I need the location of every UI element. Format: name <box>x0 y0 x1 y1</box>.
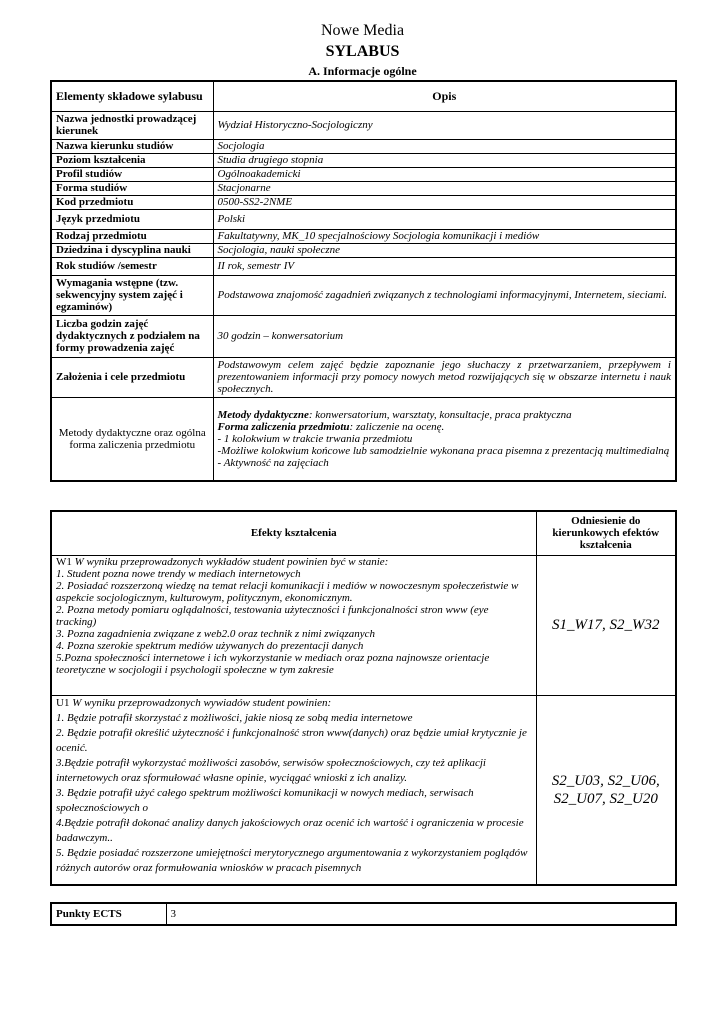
row-value: Fakultatywny, MK_10 specjalnościowy Socjologia komunikacji i mediów <box>213 229 676 243</box>
column-header: Odniesienie do kierunkowych efektów kształcenia <box>536 511 676 555</box>
table-row <box>51 209 676 229</box>
list-item: 2. Posiadać rozszerzoną wiedzę na temat relacji komunikacji i mediów w nowoczesnym społeczeństwie w aspekcie socjologicznym, kulturowym, politycznym, ekonomicznym. <box>56 579 519 604</box>
row-label: Liczba godzin zajęć dydaktycznych z podziałem na formy prowadzenia zajęć <box>51 315 213 357</box>
ects-value: 3 <box>166 903 676 925</box>
outcome-code: U1 <box>56 696 73 709</box>
row-label: Język przedmiotu <box>51 209 213 229</box>
row-label: Forma studiów <box>51 181 213 195</box>
table-row <box>51 111 676 139</box>
row-value: II rok, semestr IV <box>213 257 676 275</box>
row-label: Profil studiów <box>51 167 213 181</box>
list-item: 4. Pozna szerokie spektrum mediów używanych do prezentacji danych <box>56 639 364 652</box>
table-row <box>51 229 676 243</box>
learning-outcomes-table <box>50 510 677 886</box>
methods-label: Metody dydaktyczne <box>217 408 309 421</box>
row-label: Wymagania wstępne (tzw. sekwencyjny system zajęć i egzaminów) <box>51 275 213 315</box>
row-value: Socjologia, nauki społeczne <box>213 243 676 257</box>
table-row <box>51 695 676 885</box>
row-value: Studia drugiego stopnia <box>213 153 676 167</box>
table-row <box>51 315 676 357</box>
column-header: Elementy składowe sylabusu <box>51 81 213 111</box>
outcome-reference: S2_U03, S2_U06, S2_U07, S2_U20 <box>536 695 676 885</box>
table-row <box>51 903 676 925</box>
row-label: Metody dydaktyczne oraz ogólna forma zaliczenia przedmiotu <box>51 397 213 481</box>
table-row <box>51 167 676 181</box>
table-row <box>51 275 676 315</box>
outcome-intro: W wyniku przeprowadzonych wywiadów student powinien: <box>72 696 332 709</box>
row-value: Podstawowym celem zajęć będzie zapoznanie jego słuchaczy z przetwarzaniem, przepływem i prezentowaniem informacji przy pomocy nowych metod rozwijających się w obszarze internetu i nauk społecznych. <box>213 357 676 397</box>
table-header-row <box>51 511 676 555</box>
skills-outcomes-cell <box>51 695 536 885</box>
assessment-item: - Aktywność na zajęciach <box>217 456 329 469</box>
row-label: Nazwa kierunku studiów <box>51 139 213 153</box>
column-header: Opis <box>213 81 676 111</box>
list-item: 5. Będzie posiadać rozszerzone umiejętności merytorycznego argumentowania z wykorzystaniem poglądów różnych autorów oraz formułowania wniosków w pracach pisemnych <box>56 846 528 874</box>
row-label: Nazwa jednostki prowadzącej kierunek <box>51 111 213 139</box>
row-value: Polski <box>213 209 676 229</box>
row-value: Stacjonarne <box>213 181 676 195</box>
table-row <box>51 195 676 209</box>
list-item: 2. Będzie potrafił określić użyteczność i funkcjonalność stron www(danych) oraz będzie umiał krytycznie je ocenić. <box>56 726 527 754</box>
table-row <box>51 357 676 397</box>
outcome-intro: W wyniku przeprowadzonych wykładów student powinien być w stanie: <box>74 555 389 568</box>
general-info-table <box>50 80 677 482</box>
list-item: 3. Pozna zagadnienia związane z web2.0 oraz technik z nimi związanych <box>56 627 375 640</box>
column-header: Efekty kształcenia <box>51 511 536 555</box>
methods-text: : konwersatorium, warsztaty, konsultacje, praca praktyczna <box>308 408 572 421</box>
row-value: Ogólnoakademicki <box>213 167 676 181</box>
methods-cell <box>213 397 676 481</box>
knowledge-outcomes-cell <box>51 555 536 695</box>
table-row <box>51 555 676 695</box>
list-item: 4.Będzie potrafił dokonać analizy danych jakościowych oraz ocenić ich wartość i ograniczenia w procesie badawczym.. <box>56 816 524 844</box>
row-label: Poziom kształcenia <box>51 153 213 167</box>
ects-label: Punkty ECTS <box>51 903 166 925</box>
row-value: 30 godzin – konwersatorium <box>213 315 676 357</box>
list-item: 1. Będzie potrafił skorzystać z możliwości, jakie niosą ze sobą media internetowe <box>56 711 413 724</box>
row-value: Socjologia <box>213 139 676 153</box>
row-value: Wydział Historyczno-Socjologiczny <box>213 111 676 139</box>
row-label: Dziedzina i dyscyplina nauki <box>51 243 213 257</box>
table-row <box>51 257 676 275</box>
table-row <box>51 243 676 257</box>
table-row <box>51 153 676 167</box>
outcome-reference: S1_W17, S2_W32 <box>536 555 676 695</box>
assessment-text: : zaliczenie na ocenę. <box>349 420 445 433</box>
list-item: 1. Student pozna nowe trendy w mediach internetowych <box>56 567 301 580</box>
list-item: 3. Będzie potrafił użyć całego spektrum możliwości komunikacji w nowych mediach, serwisach społecznościowych o <box>56 786 474 814</box>
table-header-row <box>51 81 676 111</box>
table-row <box>51 181 676 195</box>
list-item: 5.Pozna społeczności internetowe i ich wykorzystanie w mediach oraz pozna najnowsze orientacje teoretyczne w socjologii i psychologii społeczne w tym zakresie <box>56 651 490 676</box>
table-row <box>51 139 676 153</box>
assessment-label: Forma zaliczenia przedmiotu <box>217 420 350 433</box>
list-item: 3.Będzie potrafił wykorzystać możliwości zasobów, serwisów społecznościowych, czy też aplikacji internetowych oraz sformułować własne opinie, wyciągać wnioski z ich analizy. <box>56 756 486 784</box>
row-label: Założenia i cele przedmiotu <box>51 357 213 397</box>
table-row <box>51 397 676 481</box>
course-title: Nowe Media <box>320 22 405 39</box>
row-value: 0500-SS2-2NME <box>213 195 676 209</box>
row-value: Podstawowa znajomość zagadnień związanych z technologiami informacyjnymi, Internetem, sieciami. <box>213 275 676 315</box>
assessment-item: - 1 kolokwium w trakcie trwania przedmiotu <box>217 432 413 445</box>
row-label: Rodzaj przedmiotu <box>51 229 213 243</box>
assessment-item: -Możliwe kolokwium końcowe lub samodzielnie wykonana praca pisemna z prezentacją multimedialną <box>217 444 670 457</box>
list-item: 2. Pozna metody pomiaru oglądalności, testowania użyteczności i funkcjonalności stron www (eye tracking) <box>56 603 489 628</box>
ects-table <box>50 902 677 926</box>
row-label: Kod przedmiotu <box>51 195 213 209</box>
section-heading: A. Informacje ogólne <box>308 64 417 78</box>
syllabus-heading: SYLABUS <box>325 43 400 60</box>
outcome-code: W1 <box>56 555 75 568</box>
row-label: Rok studiów /semestr <box>51 257 213 275</box>
